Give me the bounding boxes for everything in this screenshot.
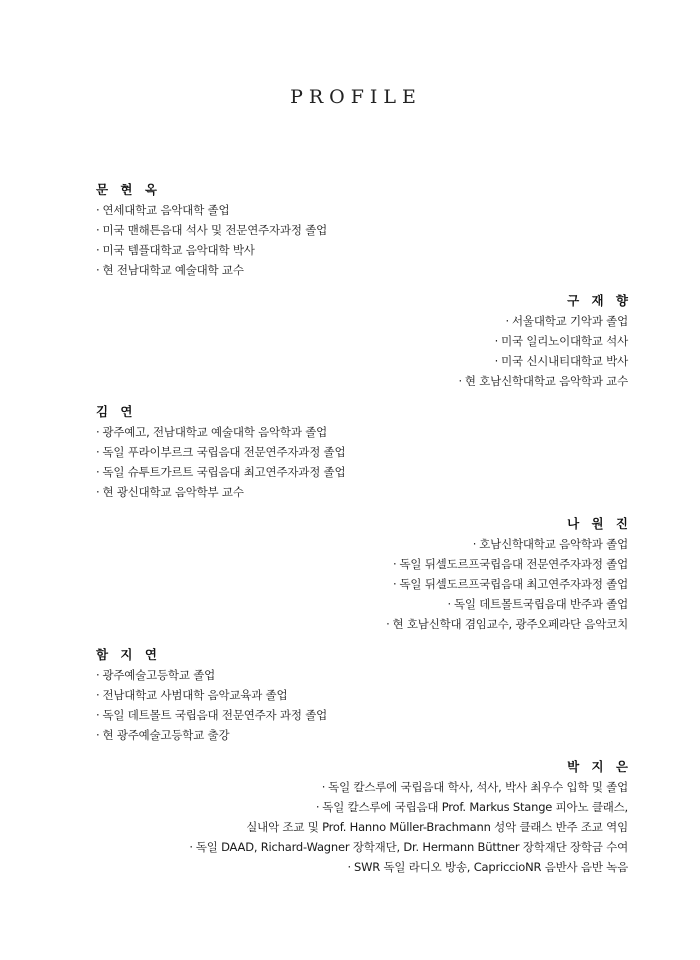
profile-item: · 현 호남신학대 겸임교수, 광주오페라단 음악코치	[386, 617, 628, 631]
profile-item: · 미국 템플대학교 음악대학 박사	[96, 243, 255, 257]
profile-item: · 서울대학교 기악과 졸업	[505, 314, 628, 328]
profile-item: · 현 광주예술고등학교 출강	[96, 728, 230, 742]
profile-kim-yeon	[96, 402, 628, 502]
profile-item: · 독일 뒤셀도르프국립음대 전문연주자과정 졸업	[392, 557, 628, 571]
profile-item: · SWR 독일 라디오 방송, CapriccioNR 음반사 음반 녹음	[347, 860, 628, 874]
profile-name: 나 원 진	[567, 516, 632, 531]
profile-item: · 현 광신대학교 음악학부 교수	[96, 485, 244, 499]
profile-koo-jae-hyang	[96, 291, 632, 391]
profile-item: · 독일 DAAD, Richard-Wagner 장학재단, Dr. Hermann Büttner 장학재단 장학금 수여	[189, 840, 628, 854]
profile-item: · 광주예고, 전남대학교 예술대학 음악학과 졸업	[96, 425, 328, 439]
profile-item: · 독일 데트몰트국립음대 반주과 졸업	[447, 597, 628, 611]
profile-na-won-jin	[96, 514, 632, 634]
profile-item: 실내악 조교 및 Prof. Hanno Müller-Brachmann 성악 클래스 반주 조교 역임	[246, 820, 628, 834]
profile-name: 박 지 은	[567, 759, 632, 774]
profile-item: · 미국 신시내티대학교 박사	[494, 354, 628, 368]
profile-item: · 현 호남신학대학교 음악학과 교수	[458, 374, 628, 388]
profile-name: 구 재 향	[567, 293, 632, 308]
profile-ham-ji-yeon	[96, 645, 628, 745]
profile-item: · 독일 데트몰트 국립음대 전문연주자 과정 졸업	[96, 708, 328, 722]
profile-item: · 미국 일리노이대학교 석사	[494, 334, 628, 348]
page-title: PROFILE	[290, 86, 422, 108]
profile-item: · 독일 칼스루에 국립음대 Prof. Markus Stange 피아노 클래스,	[315, 800, 628, 814]
profile-item: · 독일 슈투트가르트 국립음대 최고연주자과정 졸업	[96, 465, 346, 479]
profile-item: · 미국 맨해튼음대 석사 및 전문연주자과정 졸업	[96, 223, 328, 237]
profile-item: · 연세대학교 음악대학 졸업	[96, 203, 230, 217]
profile-name: 김 연	[96, 404, 137, 419]
profile-item: · 독일 푸라이부르크 국립음대 전문연주자과정 졸업	[96, 445, 346, 459]
profile-item: · 광주예술고등학교 졸업	[96, 668, 216, 682]
profile-item: · 독일 칼스루에 국립음대 학사, 석사, 박사 최우수 입학 및 졸업	[321, 780, 628, 794]
profile-park-ji-eun	[96, 757, 632, 877]
profile-item: · 현 전남대학교 예술대학 교수	[96, 263, 244, 277]
profile-item: · 전남대학교 사범대학 음악교육과 졸업	[96, 688, 288, 702]
profile-item: · 독일 뒤셀도르프국립음대 최고연주자과정 졸업	[392, 577, 628, 591]
profile-name: 함 지 연	[96, 647, 161, 662]
profile-name: 문 현 옥	[96, 182, 161, 197]
profile-moon-hyun-ok	[96, 180, 628, 280]
profile-item: · 호남신학대학교 음악학과 졸업	[472, 537, 628, 551]
